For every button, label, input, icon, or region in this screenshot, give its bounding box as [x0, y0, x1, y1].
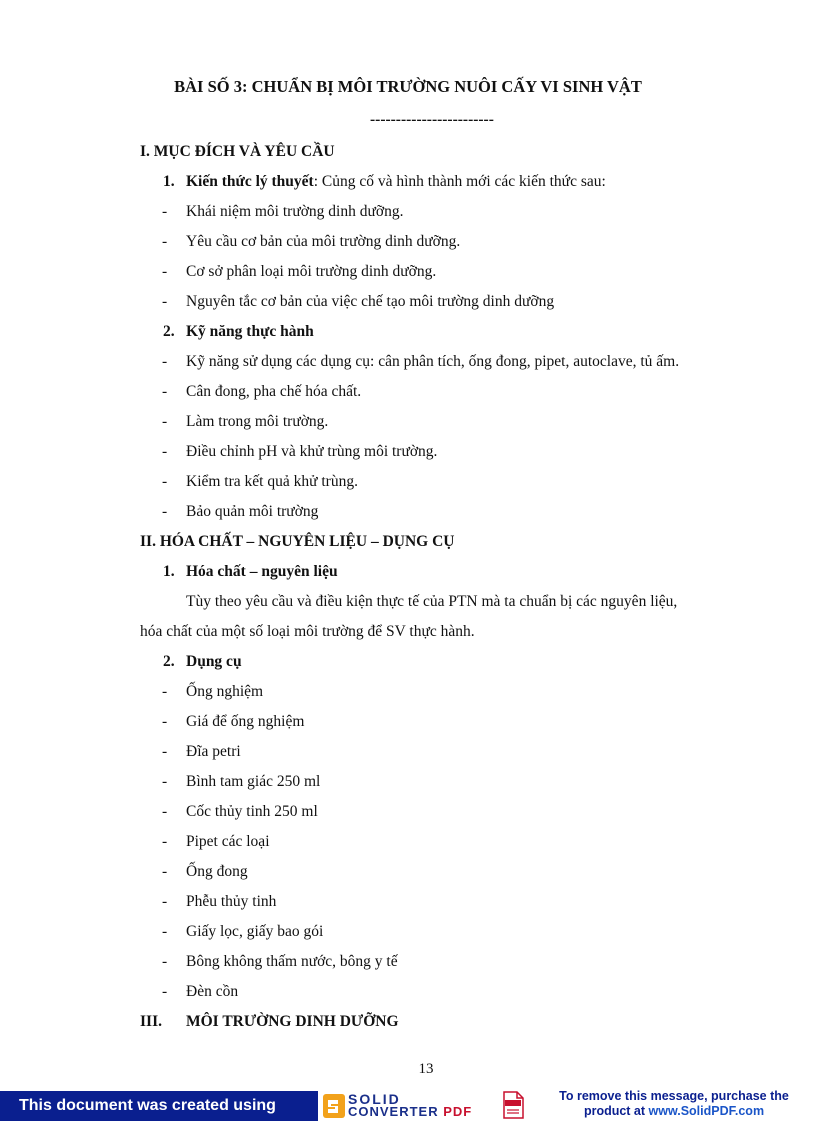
- list-item-text: Ống đong: [186, 863, 248, 880]
- footer-purchase-message: [532, 1089, 816, 1119]
- page-title: BÀI SỐ 3: CHUẨN BỊ MÔI TRƯỜNG NUÔI CẤY VI SINH VẬT: [174, 77, 642, 96]
- list-item-text: Bông không thấm nước, bông y tế: [186, 953, 398, 970]
- page-number: 13: [418, 1061, 434, 1077]
- subsection-text: : Củng cố và hình thành mới các kiến thức sau:: [313, 173, 606, 190]
- purchase-prefix: product at: [583, 1104, 649, 1118]
- bullet-dash: -: [162, 803, 168, 820]
- list-item-text: Làm trong môi trường.: [186, 413, 329, 430]
- list-item-text: Đèn cồn: [186, 983, 239, 1000]
- list-item-text: Nguyên tắc cơ bản của việc chế tạo môi trường dinh dưỡng: [186, 293, 555, 310]
- subsection-number: 1.: [163, 563, 175, 580]
- bullet-dash: -: [162, 773, 168, 790]
- section-heading-2: II. HÓA CHẤT – NGUYÊN LIỆU – DỤNG CỤ: [140, 533, 455, 550]
- list-item-text: Khái niệm môi trường dinh dưỡng.: [186, 203, 404, 220]
- bullet-dash: -: [162, 233, 168, 250]
- subsection-label: Dụng cụ: [186, 653, 242, 670]
- section-heading-1: I. MỤC ĐÍCH VÀ YÊU CẦU: [140, 143, 335, 160]
- list-item-text: Kiểm tra kết quả khử trùng.: [186, 473, 358, 490]
- section-numeral-3: III.: [140, 1013, 162, 1030]
- bullet-dash: -: [162, 443, 168, 460]
- list-item-text: Kỹ năng sử dụng các dụng cụ: cân phân tích, ống đong, pipet, autoclave, tủ ấm.: [186, 353, 680, 370]
- converter-footer-banner: [0, 1089, 816, 1123]
- solid-logo-icon: [322, 1093, 346, 1119]
- purchase-line-1: To remove this message, purchase the: [559, 1089, 789, 1103]
- pdf-file-icon: [502, 1091, 524, 1119]
- bullet-dash: -: [162, 503, 168, 520]
- subsection-label: Hóa chất – nguyên liệu: [186, 563, 338, 580]
- subsection-label: Kỹ năng thực hành: [186, 323, 314, 340]
- bullet-dash: -: [162, 863, 168, 880]
- logo-pdf-word: PDF: [443, 1104, 473, 1119]
- bullet-dash: -: [162, 743, 168, 760]
- bullet-dash: -: [162, 293, 168, 310]
- list-item-text: Cốc thủy tinh 250 ml: [186, 803, 318, 820]
- list-item-text: Yêu cầu cơ bản của môi trường dinh dưỡng.: [186, 233, 461, 250]
- bullet-dash: -: [162, 383, 168, 400]
- list-item-text: Bình tam giác 250 ml: [186, 773, 321, 790]
- list-item-text: Điều chỉnh pH và khử trùng môi trường.: [186, 443, 438, 460]
- footer-created-text: This document was created using: [0, 1091, 318, 1121]
- list-item-text: Phễu thủy tinh: [186, 893, 277, 910]
- bullet-dash: -: [162, 203, 168, 220]
- bullet-dash: -: [162, 983, 168, 1000]
- bullet-dash: -: [162, 713, 168, 730]
- title-separator: ------------------------: [370, 111, 494, 128]
- purchase-line-2: [532, 1104, 816, 1119]
- list-item-text: Pipet các loại: [186, 833, 270, 850]
- bullet-dash: -: [162, 893, 168, 910]
- list-item-text: Đĩa petri: [186, 743, 241, 760]
- list-item-text: Cơ sở phân loại môi trường dinh dưỡng.: [186, 263, 437, 280]
- bullet-dash: -: [162, 923, 168, 940]
- section-heading-3: MÔI TRƯỜNG DINH DƯỠNG: [186, 1013, 399, 1030]
- subsection-number: 2.: [163, 323, 175, 340]
- list-item-text: Cân đong, pha chế hóa chất.: [186, 383, 362, 400]
- subsection-label: Kiến thức lý thuyết: [186, 173, 314, 190]
- list-item-text: Giá để ống nghiệm: [186, 713, 305, 730]
- paragraph-line: Tùy theo yêu cầu và điều kiện thực tế của PTN mà ta chuẩn bị các nguyên liệu,: [186, 593, 678, 610]
- bullet-dash: -: [162, 953, 168, 970]
- bullet-dash: -: [162, 263, 168, 280]
- list-item-text: Giấy lọc, giấy bao gói: [186, 923, 324, 940]
- bullet-dash: -: [162, 413, 168, 430]
- bullet-dash: -: [162, 473, 168, 490]
- list-item-text: Bảo quản môi trường: [186, 503, 319, 520]
- bullet-dash: -: [162, 833, 168, 850]
- list-item-text: Ống nghiệm: [186, 683, 264, 700]
- subsection-number: 2.: [163, 653, 175, 670]
- bullet-dash: -: [162, 683, 168, 700]
- solid-converter-logo[interactable]: [322, 1091, 528, 1121]
- logo-converter-text: [348, 1104, 472, 1119]
- paragraph-line: hóa chất của một số loại môi trường để SV thực hành.: [140, 623, 475, 640]
- logo-converter-word: CONVERTER: [348, 1104, 439, 1119]
- bullet-dash: -: [162, 353, 168, 370]
- subsection-number: 1.: [163, 173, 175, 190]
- logo-solid-text: SOLID: [348, 1091, 401, 1107]
- solidpdf-link[interactable]: www.SolidPDF.com: [648, 1104, 765, 1118]
